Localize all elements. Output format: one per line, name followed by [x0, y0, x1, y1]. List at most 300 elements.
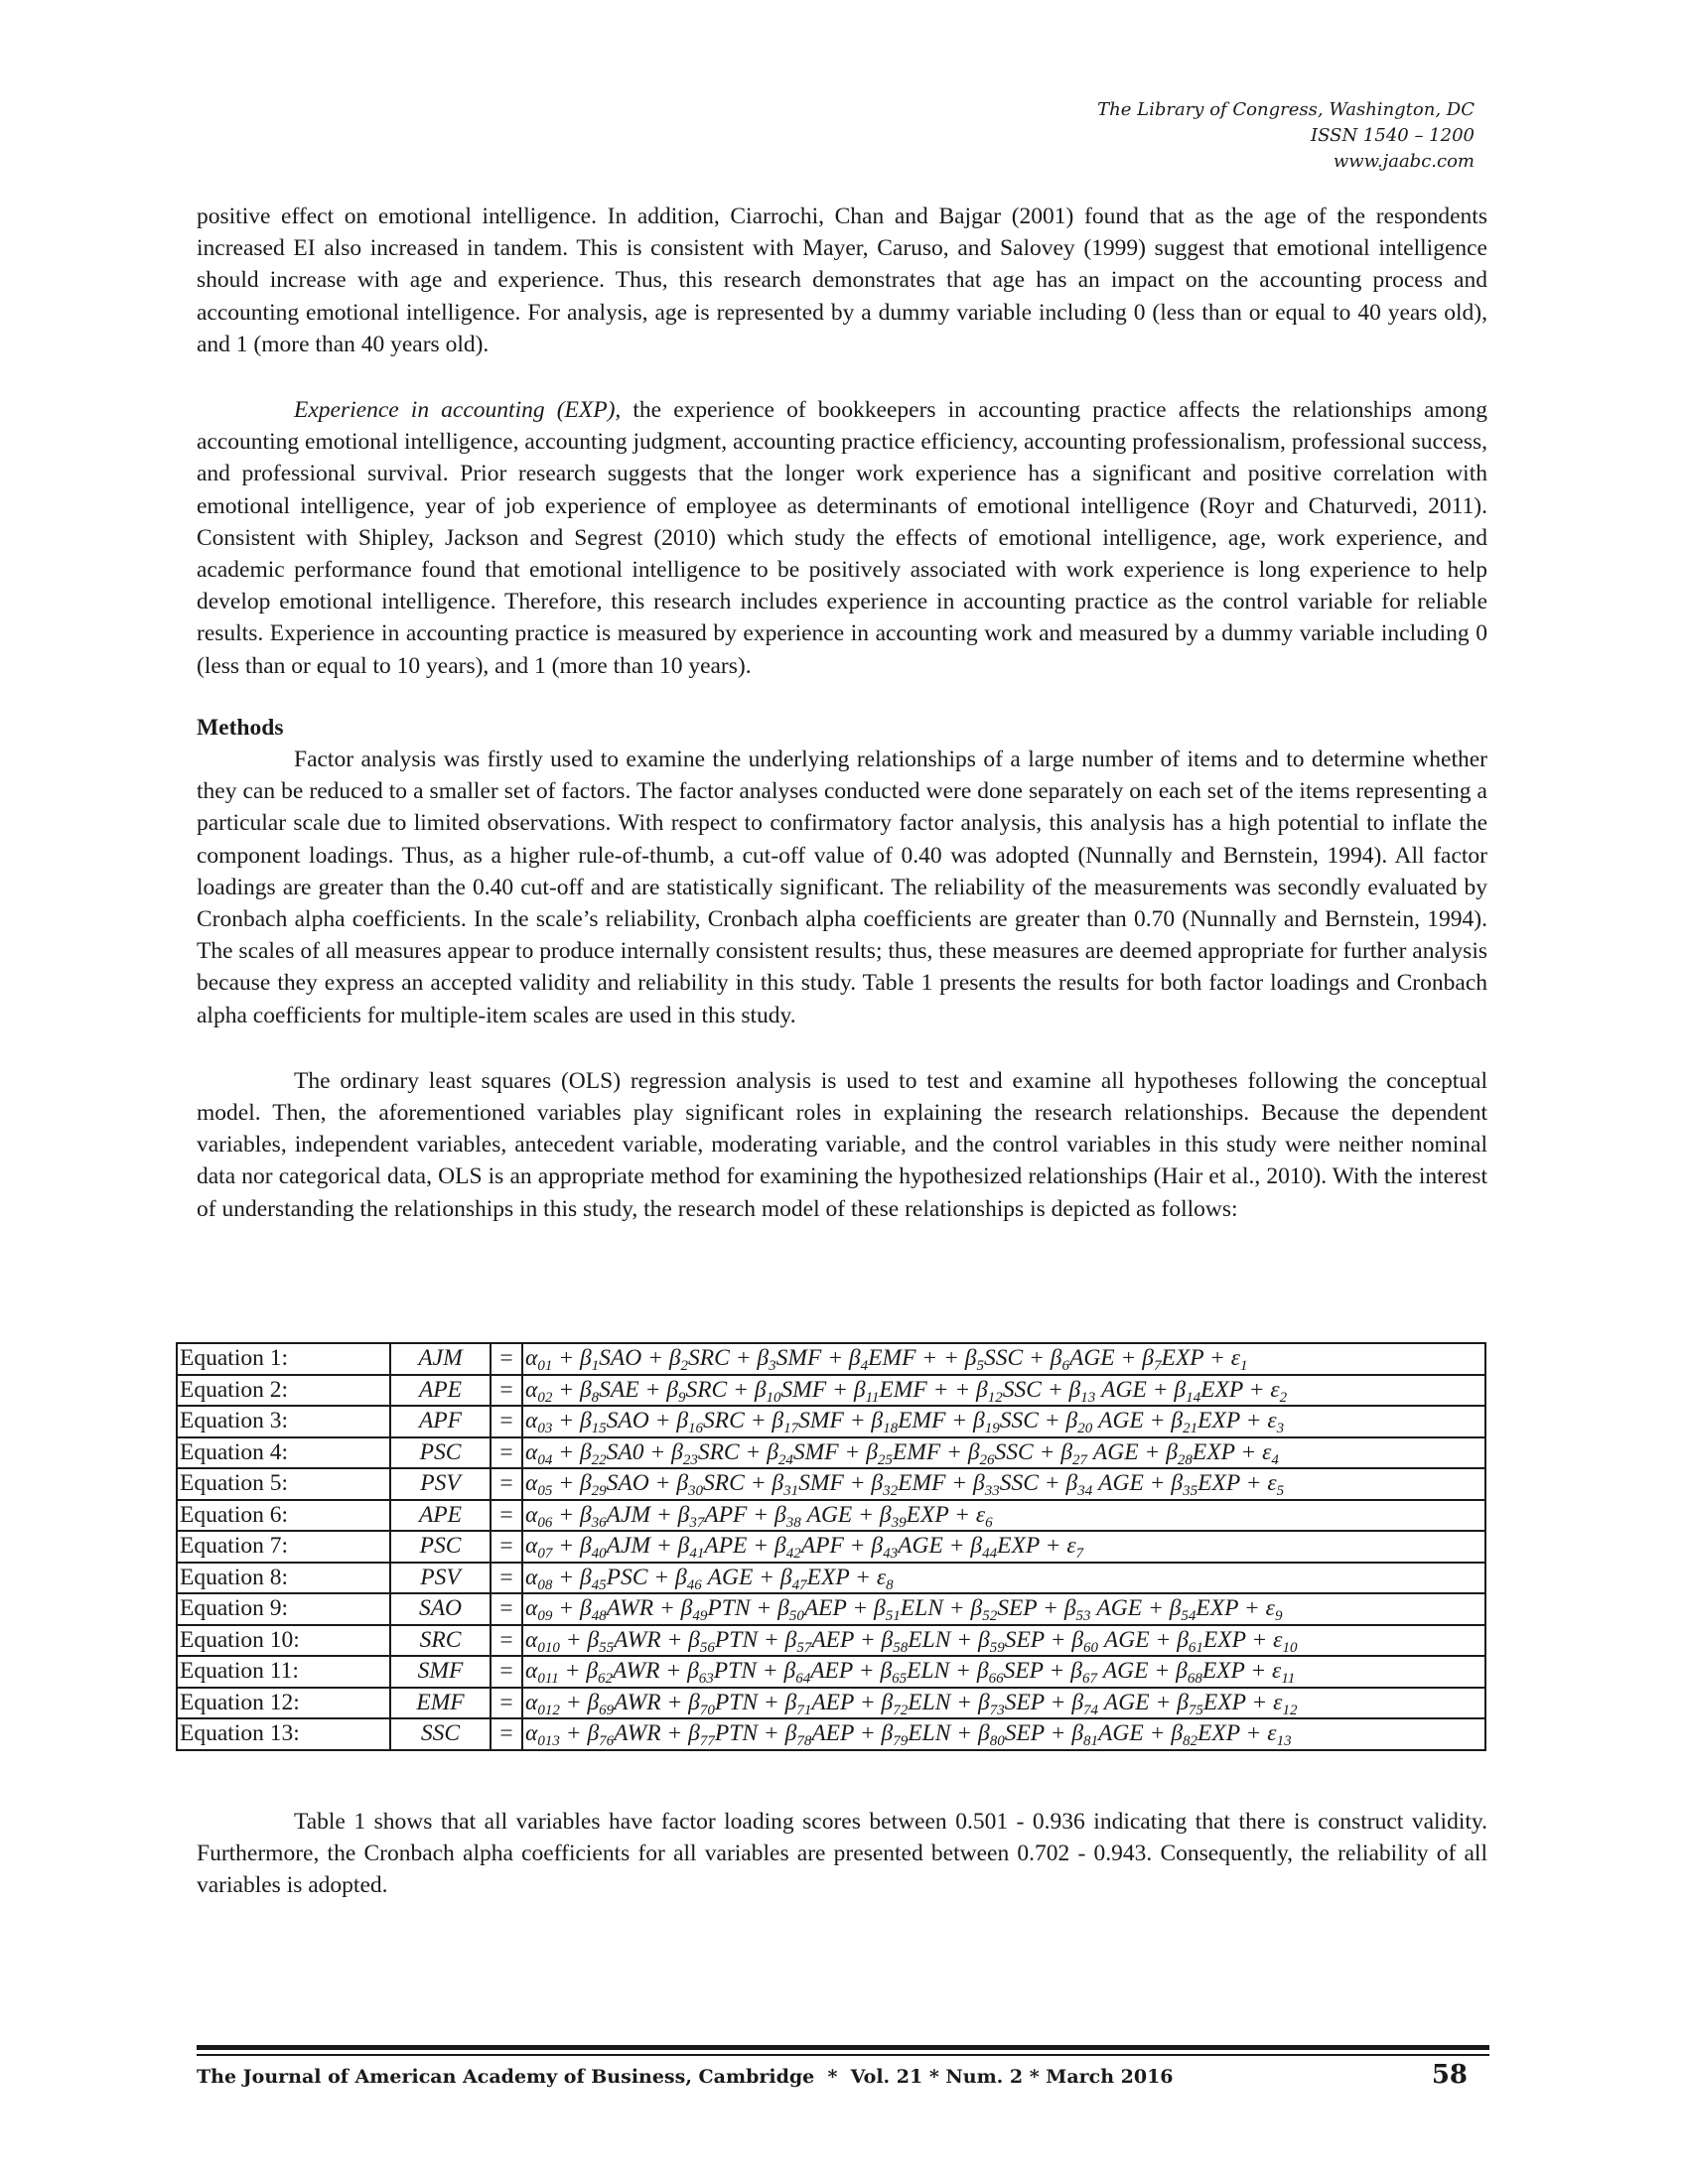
expression-subscript: 45 — [591, 1576, 607, 1593]
expression-subscript: 81 — [1083, 1733, 1099, 1750]
expression-term: SSC + β — [994, 1438, 1073, 1465]
equals-sign: = — [491, 1625, 522, 1657]
expression-subscript: 3 — [769, 1358, 776, 1375]
expression-term: SMF + β — [780, 1376, 866, 1403]
expression-subscript: 26 — [979, 1451, 995, 1468]
equation-expression — [522, 1593, 1485, 1625]
expression-term: SEP + β — [1004, 1720, 1084, 1747]
body-text-after-table — [197, 1806, 1487, 1902]
expression-term: EXP + ε — [1197, 1470, 1277, 1497]
expression-term: EMF + + β — [879, 1376, 988, 1403]
expression-subscript: 010 — [537, 1639, 560, 1656]
dependent-variable: PSV — [390, 1563, 491, 1594]
equation-row — [177, 1437, 1485, 1469]
expression-term: α — [525, 1408, 538, 1434]
expression-term: α — [525, 1658, 538, 1685]
expression-term: SA0 + β — [606, 1438, 683, 1465]
expression-subscript: 58 — [893, 1639, 909, 1656]
expression-subscript: 13 — [1080, 1389, 1096, 1406]
expression-subscript: 7 — [1153, 1358, 1162, 1375]
expression-subscript: 6 — [1061, 1358, 1069, 1375]
expression-subscript: 013 — [537, 1733, 560, 1750]
expression-subscript: 10 — [766, 1389, 781, 1406]
expression-subscript: 06 — [537, 1514, 553, 1531]
dependent-variable: AJM — [390, 1343, 491, 1375]
expression-term: APF + β — [800, 1533, 884, 1560]
expression-subscript: 66 — [988, 1671, 1004, 1688]
expression-subscript: 80 — [989, 1733, 1005, 1750]
expression-subscript: 4 — [1271, 1451, 1279, 1468]
expression-subscript: 07 — [537, 1546, 553, 1563]
expression-term: SRC + β — [703, 1470, 784, 1497]
equals-sign: = — [491, 1343, 522, 1375]
header-website: www.jaabc.com — [1333, 151, 1475, 172]
expression-term: + β — [552, 1376, 592, 1403]
equation-row — [177, 1531, 1485, 1563]
paragraph-experience — [197, 394, 1487, 682]
expression-subscript: 51 — [885, 1608, 901, 1625]
equation-row — [177, 1468, 1485, 1500]
expression-subscript: 2 — [680, 1358, 689, 1375]
expression-subscript: 36 — [591, 1514, 607, 1531]
expression-term: EXP + ε — [1197, 1408, 1277, 1434]
expression-subscript: 79 — [893, 1733, 909, 1750]
equation-label: Equation 12: — [177, 1688, 390, 1719]
expression-term: SRC + β — [697, 1438, 778, 1465]
expression-subscript: 50 — [788, 1608, 804, 1625]
expression-term: α — [525, 1533, 538, 1560]
expression-term: AGE + β — [1092, 1470, 1184, 1497]
header-library: The Library of Congress, Washington, DC — [1097, 99, 1475, 120]
expression-term: α — [525, 1626, 538, 1653]
dependent-variable: SAO — [390, 1593, 491, 1625]
expression-subscript: 69 — [599, 1702, 615, 1718]
expression-term: AWR + β — [613, 1658, 699, 1685]
header-issn: ISSN 1540 – 1200 — [1311, 125, 1475, 146]
expression-term: APF + β — [704, 1501, 786, 1528]
expression-term: EXP + ε — [997, 1533, 1076, 1560]
methods-heading: Methods — [197, 714, 284, 741]
expression-term: + β — [559, 1626, 600, 1653]
expression-subscript: 55 — [599, 1639, 615, 1656]
expression-subscript: 78 — [796, 1733, 812, 1750]
dependent-variable: APE — [390, 1375, 491, 1407]
equation-row — [177, 1406, 1485, 1437]
expression-term: AGE + β — [1098, 1689, 1189, 1715]
equation-expression — [522, 1563, 1485, 1594]
dependent-variable: SMF — [390, 1656, 491, 1688]
expression-term: AEP + β — [811, 1720, 894, 1747]
expression-subscript: 63 — [698, 1671, 714, 1688]
dependent-variable: SRC — [390, 1625, 491, 1657]
expression-term: AGE + β — [1068, 1345, 1154, 1372]
expression-subscript: 17 — [783, 1421, 799, 1437]
paragraph-ols: The ordinary least squares (OLS) regression analysis is used to test and examine all hypotheses following the conceptual model. Then, the aforementioned variables play significant roles in explaining the research relationships. Because the dependent variables, independent variables, antecedent variable, moderating variable, and the control variables in this study were neither nominal data nor categorical data, OLS is an appropriate method for examining the hypothesized relationships (Hair et al., 2010). With the interest of understanding the relationships in this study, the research model of these relationships is depicted as follows: — [197, 1067, 1487, 1222]
equation-label: Equation 7: — [177, 1531, 390, 1563]
expression-subscript: 12 — [987, 1389, 1003, 1406]
expression-term: EXP + ε — [1161, 1345, 1240, 1372]
expression-term: AGE + β — [800, 1501, 892, 1528]
expression-term: SSC + β — [999, 1408, 1078, 1434]
expression-term: SMF + β — [792, 1438, 878, 1465]
expression-subscript: 56 — [699, 1639, 715, 1656]
expression-term: AGE + β — [1090, 1595, 1182, 1622]
expression-subscript: 5 — [976, 1358, 984, 1375]
expression-term: ELN + β — [908, 1720, 990, 1747]
expression-subscript: 37 — [689, 1514, 705, 1531]
expression-subscript: 74 — [1083, 1702, 1099, 1718]
equals-sign: = — [491, 1531, 522, 1563]
expression-term: AGE + β — [701, 1564, 792, 1590]
page-number: 58 — [1431, 2060, 1468, 2090]
equation-label: Equation 13: — [177, 1718, 390, 1750]
expression-term: EMF + β — [898, 1470, 985, 1497]
expression-term: + β — [552, 1470, 592, 1497]
equation-label: Equation 4: — [177, 1437, 390, 1469]
expression-term: SEP + β — [997, 1595, 1076, 1622]
expression-term: + β — [552, 1345, 592, 1372]
expression-term: SMF + β — [798, 1470, 884, 1497]
expression-term: + β — [552, 1438, 592, 1465]
expression-term: EMF + β — [898, 1408, 985, 1434]
expression-subscript: 31 — [783, 1483, 799, 1500]
expression-subscript: 28 — [1177, 1451, 1193, 1468]
expression-term: + β — [552, 1408, 592, 1434]
expression-term: EXP + ε — [1200, 1376, 1280, 1403]
expression-subscript: 02 — [537, 1389, 553, 1406]
dependent-variable: APE — [390, 1500, 491, 1532]
expression-term: α — [525, 1470, 538, 1497]
expression-term: AGE + β — [1098, 1720, 1184, 1747]
expression-term: SSC + β — [999, 1470, 1078, 1497]
expression-subscript: 3 — [1276, 1421, 1285, 1437]
expression-term: EXP + ε — [1201, 1658, 1282, 1685]
expression-term: α — [525, 1595, 538, 1622]
equation-label: Equation 6: — [177, 1500, 390, 1532]
paragraph-experience-text: the experience of bookkeepers in accounting practice affects the relationships among accounting emotional intelligence, accounting judgment, accounting practice efficiency, accounting professionalism, professional success, and professional survival. Prior research suggests that the longer work experience has a significant and positive correlation with emotional intelligence, year of job experience of employee as determinants of emotional intelligence (Royr and Chaturvedi, 2011). Consistent with Shipley, Jackson and Segrest (2010) which study the effects of emotional intelligence, age, work experience, and academic performance found that emotional intelligence to be positively associated with work experience is long experience to help develop emotional intelligence. Therefore, this research includes experience in accounting practice as the control variable for reliable results. Experience in accounting practice is measured by experience in accounting work and measured by a dummy variable including 0 (less than or equal to 10 years), and 1 (more than 10 years). — [197, 397, 1487, 679]
expression-term: + β — [559, 1720, 600, 1747]
equation-row — [177, 1593, 1485, 1625]
expression-subscript: 012 — [537, 1702, 560, 1718]
expression-subscript: 70 — [699, 1702, 715, 1718]
expression-term: SEP + β — [1004, 1689, 1084, 1715]
expression-term: AGE + β — [1096, 1658, 1188, 1685]
running-header — [1097, 97, 1475, 175]
expression-term: SRC + β — [685, 1376, 767, 1403]
equations-table — [176, 1342, 1486, 1751]
paragraph-age: positive effect on emotional intelligence. In addition, Ciarrochi, Chan and Bajgar (2001) found that as the age of the respondents increased EI also increased in tandem. This is consistent with Mayer, Caruso, and Salovey (1999) suggest that emotional intelligence should increase with age and experience. Thus, this research demonstrates that age has an impact on the accounting process and accounting emotional intelligence. For analysis, age is represented by a dummy variable including 0 (less than or equal to 40 years old), and 1 (more than 40 years old). — [197, 204, 1487, 357]
expression-term: α — [525, 1720, 538, 1747]
expression-subscript: 14 — [1186, 1389, 1201, 1406]
expression-term: + β — [552, 1533, 592, 1560]
expression-term: ELN + β — [907, 1658, 989, 1685]
equation-label: Equation 3: — [177, 1406, 390, 1437]
expression-subscript: 38 — [785, 1514, 801, 1531]
expression-term: AJM + β — [606, 1501, 690, 1528]
expression-subscript: 73 — [989, 1702, 1005, 1718]
expression-subscript: 41 — [689, 1546, 705, 1563]
expression-subscript: 16 — [688, 1421, 704, 1437]
expression-subscript: 11 — [1281, 1671, 1296, 1688]
equation-label: Equation 1: — [177, 1343, 390, 1375]
expression-term: SAO + β — [599, 1345, 681, 1372]
expression-term: ELN + β — [908, 1626, 990, 1653]
expression-term: SAO + β — [606, 1408, 689, 1434]
expression-subscript: 23 — [682, 1451, 698, 1468]
expression-term: α — [525, 1501, 538, 1528]
body-text — [197, 201, 1487, 1225]
expression-subscript: 8 — [886, 1576, 894, 1593]
expression-term: α — [525, 1438, 538, 1465]
expression-term: AWR + β — [606, 1595, 693, 1622]
footer-journal: The Journal of American Academy of Business, Cambridge * Vol. 21 * Num. 2 * March 2016 — [197, 2066, 1174, 2088]
expression-subscript: 82 — [1183, 1733, 1198, 1750]
expression-subscript: 43 — [883, 1546, 899, 1563]
expression-term: AWR + β — [614, 1626, 700, 1653]
expression-term: ELN + β — [900, 1595, 983, 1622]
expression-term: SEP + β — [1003, 1658, 1082, 1685]
equation-expression — [522, 1656, 1485, 1688]
expression-subscript: 30 — [688, 1483, 704, 1500]
expression-subscript: 18 — [883, 1421, 899, 1437]
expression-subscript: 32 — [883, 1483, 899, 1500]
expression-term: AGE + β — [1087, 1438, 1178, 1465]
expression-term: AJM + β — [606, 1533, 690, 1560]
expression-subscript: 52 — [982, 1608, 998, 1625]
equation-label: Equation 10: — [177, 1625, 390, 1657]
expression-subscript: 57 — [796, 1639, 812, 1656]
expression-subscript: 75 — [1188, 1702, 1203, 1718]
equation-row — [177, 1718, 1485, 1750]
expression-term: ELN + β — [908, 1689, 990, 1715]
expression-term: SMF + β — [775, 1345, 861, 1372]
expression-term: SAO + β — [606, 1470, 689, 1497]
equation-row — [177, 1625, 1485, 1657]
expression-subscript: 9 — [677, 1389, 686, 1406]
expression-subscript: 11 — [865, 1389, 880, 1406]
expression-term: AEP + β — [811, 1689, 894, 1715]
expression-subscript: 65 — [892, 1671, 908, 1688]
expression-term: EXP + ε — [806, 1564, 887, 1590]
dependent-variable: PSV — [390, 1468, 491, 1500]
expression-subscript: 12 — [1282, 1702, 1298, 1718]
expression-term: PTN + β — [707, 1595, 789, 1622]
dependent-variable: EMF — [390, 1688, 491, 1719]
footer-rule-thick — [197, 2045, 1489, 2050]
expression-subscript: 1 — [591, 1358, 600, 1375]
expression-subscript: 64 — [795, 1671, 811, 1688]
expression-subscript: 13 — [1276, 1733, 1292, 1750]
expression-subscript: 24 — [777, 1451, 793, 1468]
expression-subscript: 20 — [1077, 1421, 1093, 1437]
expression-subscript: 03 — [537, 1421, 553, 1437]
expression-subscript: 77 — [699, 1733, 715, 1750]
expression-subscript: 4 — [860, 1358, 869, 1375]
term-experience: Experience in accounting (EXP), — [294, 397, 622, 424]
expression-term: EXP + ε — [1197, 1720, 1277, 1747]
dependent-variable: PSC — [390, 1437, 491, 1469]
expression-subscript: 22 — [591, 1451, 607, 1468]
equals-sign: = — [491, 1500, 522, 1532]
equation-expression — [522, 1437, 1485, 1469]
equation-row — [177, 1343, 1485, 1375]
equation-label: Equation 2: — [177, 1375, 390, 1407]
expression-subscript: 60 — [1083, 1639, 1099, 1656]
expression-term: AGE + β — [1095, 1376, 1187, 1403]
expression-term: SEP + β — [1004, 1626, 1084, 1653]
expression-subscript: 2 — [1279, 1389, 1288, 1406]
expression-term: PTN + β — [714, 1720, 797, 1747]
expression-subscript: 76 — [599, 1733, 615, 1750]
equals-sign: = — [491, 1437, 522, 1469]
expression-subscript: 21 — [1183, 1421, 1198, 1437]
expression-term: AEP + β — [810, 1658, 893, 1685]
expression-term: AGE + β — [1092, 1408, 1184, 1434]
equation-expression — [522, 1406, 1485, 1437]
equals-sign: = — [491, 1375, 522, 1407]
expression-term: PTN + β — [714, 1689, 797, 1715]
expression-subscript: 46 — [686, 1576, 702, 1593]
equation-label: Equation 9: — [177, 1593, 390, 1625]
expression-subscript: 49 — [692, 1608, 708, 1625]
dependent-variable: APF — [390, 1406, 491, 1437]
expression-subscript: 011 — [537, 1671, 559, 1688]
expression-subscript: 25 — [877, 1451, 893, 1468]
expression-term: SRC + β — [703, 1408, 784, 1434]
expression-term: α — [525, 1376, 538, 1403]
equation-row — [177, 1563, 1485, 1594]
expression-subscript: 1 — [1240, 1358, 1248, 1375]
running-footer — [197, 2060, 1468, 2091]
expression-subscript: 53 — [1075, 1608, 1091, 1625]
expression-subscript: 8 — [591, 1389, 600, 1406]
expression-subscript: 09 — [537, 1608, 553, 1625]
expression-subscript: 05 — [537, 1483, 553, 1500]
expression-term: AWR + β — [614, 1689, 700, 1715]
expression-term: α — [525, 1345, 538, 1372]
expression-subscript: 42 — [785, 1546, 801, 1563]
equals-sign: = — [491, 1563, 522, 1594]
expression-subscript: 35 — [1183, 1483, 1198, 1500]
expression-term: AGE + β — [898, 1533, 983, 1560]
expression-term: EXP + ε — [906, 1501, 986, 1528]
equation-label: Equation 8: — [177, 1563, 390, 1594]
expression-term: SAE + β — [599, 1376, 678, 1403]
expression-term: EXP + ε — [1202, 1689, 1283, 1715]
equation-expression — [522, 1468, 1485, 1500]
footer-rule-thin — [197, 2054, 1489, 2056]
expression-subscript: 71 — [796, 1702, 812, 1718]
expression-subscript: 33 — [984, 1483, 1000, 1500]
expression-subscript: 27 — [1072, 1451, 1088, 1468]
expression-subscript: 9 — [1274, 1608, 1283, 1625]
equals-sign: = — [491, 1406, 522, 1437]
expression-term: PTN + β — [714, 1626, 797, 1653]
paragraph-factor-analysis: Factor analysis was firstly used to examine the underlying relationships of a large number of items and to determine whether they can be reduced to a smaller set of factors. The factor analyses conducted were done separately on each set of the items representing a particular scale due to limited observations. With respect to confirmatory factor analysis, this analysis has a high potential to inflate the component loadings. Thus, as a higher rule-of-thumb, a cut-off value of 0.40 was adopted (Nunnally and Bernstein, 1994). All factor loadings are greater than the 0.40 cut-off and are statistically significant. The reliability of the measurements was secondly evaluated by Cronbach alpha coefficients. In the scale’s reliability, Cronbach alpha coefficients are greater than 0.70 (Nunnally and Bernstein, 1994). The scales of all measures appear to produce internally consistent results; thus, these measures are deemed appropriate for further analysis because they express an accepted validity and reliability in this study. Table 1 presents the results for both factor loadings and Cronbach alpha coefficients for multiple-item scales are used in this study. — [197, 747, 1487, 1028]
equals-sign: = — [491, 1656, 522, 1688]
expression-subscript: 08 — [537, 1576, 553, 1593]
equation-expression — [522, 1688, 1485, 1719]
expression-subscript: 59 — [989, 1639, 1005, 1656]
equation-label: Equation 5: — [177, 1468, 390, 1500]
expression-subscript: 40 — [591, 1546, 607, 1563]
equation-expression — [522, 1375, 1485, 1407]
expression-subscript: 15 — [591, 1421, 607, 1437]
equation-expression — [522, 1718, 1485, 1750]
expression-term: EMF + + β — [868, 1345, 977, 1372]
expression-subscript: 39 — [891, 1514, 907, 1531]
expression-subscript: 29 — [591, 1483, 607, 1500]
expression-term: + β — [559, 1689, 600, 1715]
equation-expression — [522, 1500, 1485, 1532]
paragraph-table1-summary: Table 1 shows that all variables have factor loading scores between 0.501 - 0.936 indicating that there is construct validity. Furthermore, the Cronbach alpha coefficients for all variables are presented between 0.702 - 0.943. Consequently, the reliability of all variables is adopted. — [197, 1809, 1487, 1899]
expression-subscript: 04 — [537, 1451, 553, 1468]
expression-subscript: 62 — [598, 1671, 614, 1688]
expression-subscript: 47 — [791, 1576, 807, 1593]
expression-term: PTN + β — [713, 1658, 796, 1685]
expression-subscript: 44 — [982, 1546, 998, 1563]
expression-subscript: 7 — [1075, 1546, 1084, 1563]
equation-row — [177, 1688, 1485, 1719]
expression-subscript: 5 — [1276, 1483, 1285, 1500]
expression-term: EMF + β — [892, 1438, 980, 1465]
expression-subscript: 61 — [1188, 1639, 1203, 1656]
expression-term: α — [525, 1689, 538, 1715]
equals-sign: = — [491, 1718, 522, 1750]
expression-subscript: 01 — [537, 1358, 553, 1375]
expression-subscript: 6 — [985, 1514, 993, 1531]
expression-term: + β — [552, 1564, 592, 1590]
expression-subscript: 72 — [893, 1702, 909, 1718]
expression-term: SMF + β — [798, 1408, 884, 1434]
equation-expression — [522, 1531, 1485, 1563]
expression-term: AEP + β — [803, 1595, 886, 1622]
expression-term: AWR + β — [614, 1720, 700, 1747]
expression-term: AGE + β — [1098, 1626, 1189, 1653]
expression-subscript: 67 — [1081, 1671, 1097, 1688]
equation-label: Equation 11: — [177, 1656, 390, 1688]
expression-term: EXP + ε — [1196, 1595, 1275, 1622]
equals-sign: = — [491, 1593, 522, 1625]
expression-term: SRC + β — [688, 1345, 770, 1372]
expression-subscript: 19 — [984, 1421, 1000, 1437]
equation-expression — [522, 1625, 1485, 1657]
expression-term: APE + β — [704, 1533, 786, 1560]
expression-term: EXP + ε — [1192, 1438, 1272, 1465]
expression-subscript: 68 — [1187, 1671, 1202, 1688]
equals-sign: = — [491, 1468, 522, 1500]
expression-term: EXP + ε — [1202, 1626, 1283, 1653]
dependent-variable: SSC — [390, 1718, 491, 1750]
expression-term: SSC + β — [1002, 1376, 1081, 1403]
expression-term: SSC + β — [983, 1345, 1062, 1372]
expression-term: AEP + β — [811, 1626, 894, 1653]
expression-subscript: 10 — [1282, 1639, 1298, 1656]
expression-subscript: 48 — [591, 1608, 607, 1625]
expression-term: + β — [558, 1658, 599, 1685]
expression-term: PSC + β — [606, 1564, 687, 1590]
equation-row — [177, 1375, 1485, 1407]
expression-subscript: 54 — [1181, 1608, 1196, 1625]
equation-expression — [522, 1343, 1485, 1375]
equation-row — [177, 1500, 1485, 1532]
expression-subscript: 34 — [1077, 1483, 1093, 1500]
equals-sign: = — [491, 1688, 522, 1719]
equation-row — [177, 1656, 1485, 1688]
expression-term: α — [525, 1564, 538, 1590]
dependent-variable: PSC — [390, 1531, 491, 1563]
expression-term: + β — [552, 1595, 592, 1622]
